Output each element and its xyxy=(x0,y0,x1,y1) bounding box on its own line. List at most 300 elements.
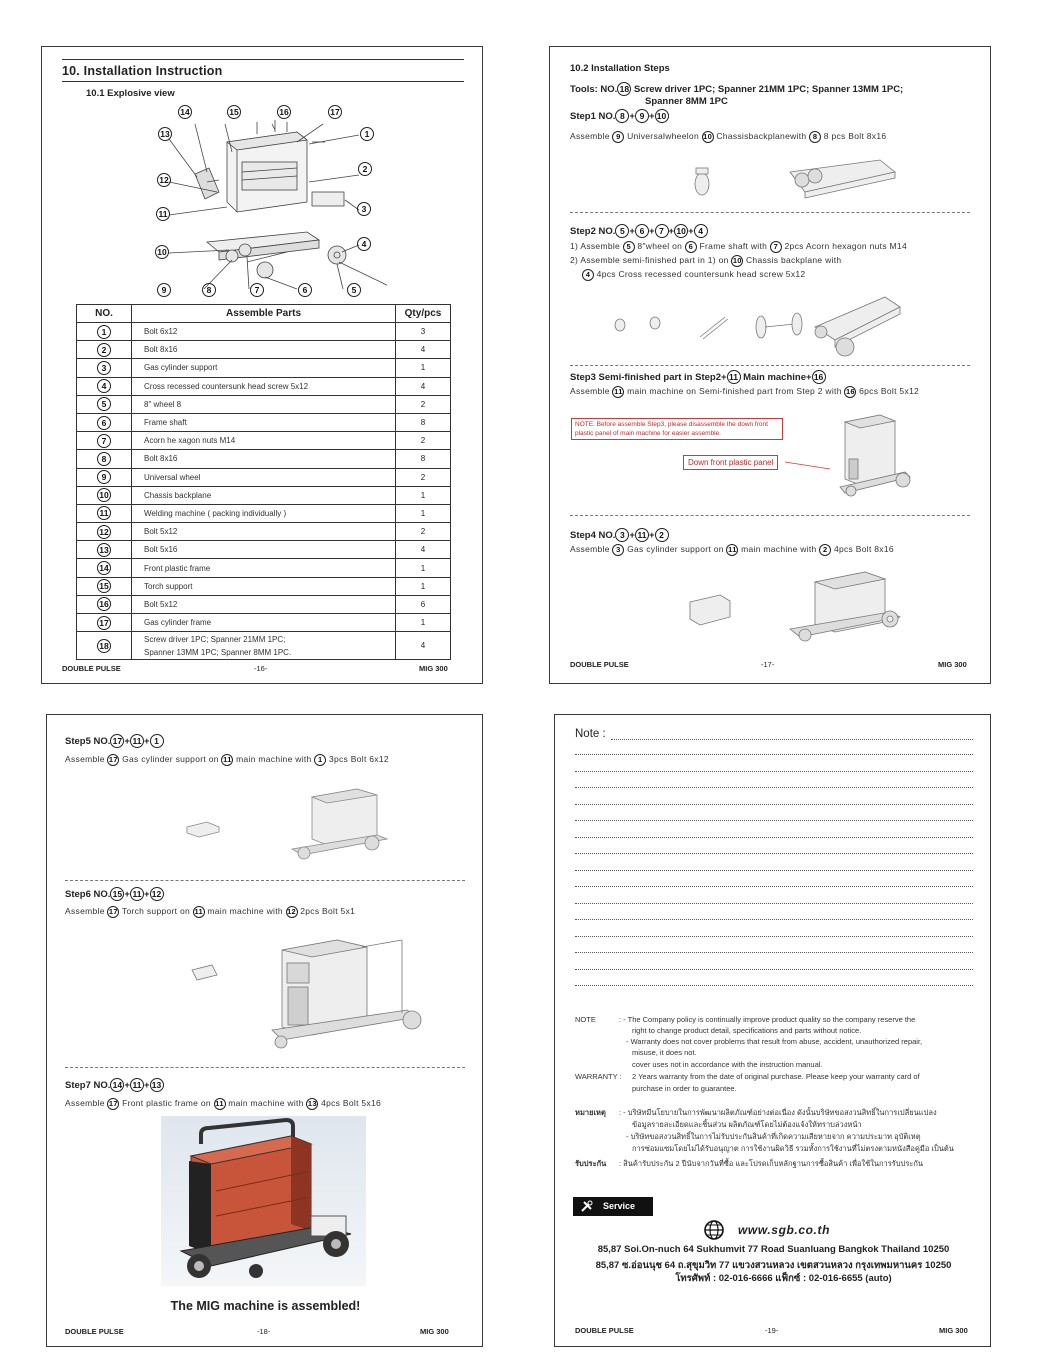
step6-num: 11 xyxy=(130,887,144,901)
address-en: 85,87 Soi.On-nuch 64 Sukhumvit 77 Road Suanluang Bangkok Thailand 10250 xyxy=(597,1244,950,1255)
step7-desc-num: 13 xyxy=(307,1099,317,1108)
step1-desc-num: 8 xyxy=(809,131,821,143)
step2-line3 xyxy=(582,269,805,281)
step3-note-box: NOTE. Before assemble Step3, please disassemble the down front plastic panel of main machine for easier assemble. xyxy=(571,418,783,440)
footer-brand: DOUBLE PULSE xyxy=(65,1327,124,1336)
step4-description xyxy=(570,544,894,556)
callout-5: 5 xyxy=(347,283,361,297)
quantity: 4 xyxy=(396,632,451,660)
step6-text: 2pcs Bolt 5x1 xyxy=(300,906,356,916)
footer-page-number: -17- xyxy=(761,660,775,669)
callout-7: 7 xyxy=(250,283,264,297)
step3-illustration xyxy=(785,407,985,497)
section-subheading: 10.1 Explosive view xyxy=(86,88,175,99)
website-link[interactable]: www.sgb.co.th xyxy=(738,1223,831,1237)
step3-num: 16 xyxy=(812,370,826,384)
quantity: 1 xyxy=(396,614,451,632)
row-number-cell xyxy=(77,341,132,359)
step1-title: Step1 NO. 8 + 9 + 10 xyxy=(570,109,669,123)
row-number: 3 xyxy=(97,361,111,375)
footer-model: MIG 300 xyxy=(419,664,448,673)
thai-warranty-label: รับประกัน xyxy=(575,1159,607,1168)
row-number: 8 xyxy=(97,452,111,466)
callout-10: 10 xyxy=(155,245,169,259)
step2-desc-num: 6 xyxy=(685,241,697,253)
part-name-continued: Spanner 13MM 1PC; Spanner 8MM 1PC. xyxy=(144,647,292,657)
callout-15: 15 xyxy=(227,105,241,119)
step1-desc-d: 8 pcs Bolt 8x16 xyxy=(823,131,887,141)
part-name-cell xyxy=(132,595,396,613)
part-name-cell xyxy=(132,450,396,468)
step3-label: Step3 Semi-finished part in Step2+ xyxy=(570,372,727,383)
quantity: 2 xyxy=(396,523,451,541)
warranty-line-1: 2 Years warranty from the date of original purchase. Please keep your warranty card of xyxy=(632,1072,920,1081)
step2-text: 2) Assemble semi-finished part in 1) on xyxy=(570,255,729,265)
quantity: 8 xyxy=(396,450,451,468)
header-qty: Qty/pcs xyxy=(396,305,451,323)
step5-text: main machine with xyxy=(236,754,312,764)
quantity: 4 xyxy=(396,541,451,559)
quantity: 1 xyxy=(396,486,451,504)
table-row xyxy=(77,595,451,613)
table-row xyxy=(77,504,451,522)
note-line xyxy=(575,804,973,805)
note-line-1: : - The Company policy is continually improve product quality so the company reserve the xyxy=(619,1015,916,1024)
table-row xyxy=(77,486,451,504)
note-line xyxy=(575,771,973,772)
callout-8: 8 xyxy=(202,283,216,297)
step3-desc-num: 16 xyxy=(845,387,855,396)
callout-2: 2 xyxy=(358,162,372,176)
part-name: Gas cylinder support xyxy=(144,363,218,373)
step3-text: Assemble xyxy=(570,386,610,396)
callout-17: 17 xyxy=(328,105,342,119)
step4-label: Step4 NO. xyxy=(570,530,616,541)
step2-desc-num: 7 xyxy=(770,241,782,253)
step2-num: 7 xyxy=(655,224,669,238)
step7-text: main machine with xyxy=(228,1098,304,1108)
note-line xyxy=(575,936,973,937)
table-row xyxy=(77,523,451,541)
row-number: 9 xyxy=(97,470,111,484)
part-name-cell xyxy=(132,523,396,541)
step6-title: Step6 NO. 15 + 11 + 12 xyxy=(65,887,164,901)
row-number: 1 xyxy=(97,325,111,339)
page-17 xyxy=(549,46,991,684)
note-label-en: NOTE xyxy=(575,1015,596,1024)
table-row xyxy=(77,577,451,595)
row-number-cell xyxy=(77,632,132,660)
part-name-cell xyxy=(132,341,396,359)
footer-model: MIG 300 xyxy=(938,660,967,669)
row-number-cell xyxy=(77,413,132,431)
step-divider xyxy=(65,880,465,881)
part-name: Gas cylinder frame xyxy=(144,618,212,628)
row-number-cell xyxy=(77,359,132,377)
step5-description xyxy=(65,754,389,766)
row-number: 5 xyxy=(97,397,111,411)
quantity: 3 xyxy=(396,323,451,341)
page-16 xyxy=(41,46,483,684)
quantity: 1 xyxy=(396,359,451,377)
row-number: 6 xyxy=(97,416,111,430)
step3-text: 6pcs Bolt 5x12 xyxy=(859,386,920,396)
callout-13: 13 xyxy=(158,127,172,141)
step6-description xyxy=(65,906,355,918)
part-name: Bolt 5x12 xyxy=(144,527,178,537)
part-name: Screw driver 1PC; Spanner 21MM 1PC; xyxy=(144,634,286,644)
note-line xyxy=(575,919,973,920)
row-number: 18 xyxy=(97,639,111,653)
step-divider xyxy=(570,365,970,366)
footer-page-number: -16- xyxy=(254,664,268,673)
table-row xyxy=(77,450,451,468)
step5-num: 1 xyxy=(150,734,164,748)
row-number: 10 xyxy=(97,488,111,502)
row-number: 12 xyxy=(97,525,111,539)
exploded-view-diagram xyxy=(147,102,387,297)
step4-num: 3 xyxy=(615,528,629,542)
row-number-cell xyxy=(77,395,132,413)
row-number-cell xyxy=(77,450,132,468)
note-line xyxy=(575,985,973,986)
step2-text: Frame shaft with xyxy=(699,241,768,251)
note-line-2: right to change product detail, specifications and parts without notice. xyxy=(632,1026,862,1035)
note-line xyxy=(575,787,973,788)
row-number: 14 xyxy=(97,561,111,575)
step1-desc-num: 9 xyxy=(612,131,624,143)
footer-page-number: -19- xyxy=(765,1326,779,1335)
step2-desc-num: 10 xyxy=(732,256,742,265)
part-name: Bolt 5x16 xyxy=(144,545,178,555)
heading-rule-bottom xyxy=(62,81,464,82)
part-name: Bolt 5x12 xyxy=(144,599,178,609)
part-name-cell xyxy=(132,413,396,431)
callout-11: 11 xyxy=(156,207,170,221)
table-row xyxy=(77,632,451,660)
warranty-line-2: purchase in order to guarantee. xyxy=(632,1084,737,1093)
thai-note-line-3: - บริษัทขอสงวนสิทธิ์ในการไม่รับประกันสินค้าที่เกิดความเสียหายจาก ความประมาท อุบัติเหตุ xyxy=(626,1132,921,1141)
footer-brand: DOUBLE PULSE xyxy=(570,660,629,669)
row-number: 7 xyxy=(97,434,111,448)
part-name: Bolt 8x16 xyxy=(144,454,178,464)
part-name-cell xyxy=(132,359,396,377)
quantity: 6 xyxy=(396,595,451,613)
step3-num: 11 xyxy=(727,370,741,384)
callout-1: 1 xyxy=(360,127,374,141)
table-row xyxy=(77,614,451,632)
note-line xyxy=(611,739,973,740)
table-row xyxy=(77,432,451,450)
thai-note-line-4: การซ่อมแซมโดยไม่ได้รับอนุญาต การใช้งานผิดวิธี รวมทั้งการใช้งานที่ไม่ตรงตามหนังสือคู่มือ เป็นต้น xyxy=(632,1144,954,1153)
table-row xyxy=(77,395,451,413)
part-name-cell xyxy=(132,377,396,395)
step1-desc-num: 10 xyxy=(703,132,713,141)
step5-text: Assemble xyxy=(65,754,105,764)
step3-title xyxy=(570,370,826,384)
step2-line2 xyxy=(570,255,841,267)
step1-desc-b: Universalwheelon xyxy=(627,131,699,141)
quantity: 1 xyxy=(396,577,451,595)
step7-num: 13 xyxy=(150,1078,164,1092)
tools-num: 18 xyxy=(617,82,631,96)
row-number-cell xyxy=(77,559,132,577)
part-name-cell xyxy=(132,577,396,595)
note-line-3: - Warranty does not cover problems that result from abuse, accident, unauthorized repair, xyxy=(626,1037,923,1046)
row-number: 16 xyxy=(97,597,111,611)
step2-num: 10 xyxy=(674,224,688,238)
part-name: Bolt 6x12 xyxy=(144,327,178,337)
part-name-cell xyxy=(132,614,396,632)
step4-num: 11 xyxy=(635,528,649,542)
table-row xyxy=(77,323,451,341)
warranty-label: WARRANTY : xyxy=(575,1072,622,1081)
step1-desc-c: Chassisbackplanewith xyxy=(716,131,807,141)
part-name: Torch support xyxy=(144,581,193,591)
step2-label: Step2 NO. xyxy=(570,226,616,237)
step1-num: 8 xyxy=(615,109,629,123)
step6-desc-num: 12 xyxy=(287,907,297,916)
step1-description xyxy=(570,131,886,143)
table-row xyxy=(77,413,451,431)
step7-desc-num: 17 xyxy=(108,1099,118,1108)
section-heading: 10.2 Installation Steps xyxy=(570,63,670,74)
service-badge xyxy=(573,1197,653,1216)
thai-note-label: หมายเหตุ xyxy=(575,1108,606,1117)
step6-num: 12 xyxy=(150,887,164,901)
step5-label: Step5 NO. xyxy=(65,736,111,747)
thai-note-line-2: ข้อมูลรายละเอียดและชิ้นส่วน ผลิตภัณฑ์โดยไม่ต้องแจ้งให้ทราบล่วงหน้า xyxy=(632,1120,862,1129)
parts-table xyxy=(76,304,451,660)
part-name: Chassis backplane xyxy=(144,490,212,500)
step7-text: 4pcs Bolt 5x16 xyxy=(321,1098,382,1108)
quantity: 2 xyxy=(396,395,451,413)
step1-label: Step1 NO. xyxy=(570,111,616,122)
step1-num: 9 xyxy=(635,109,649,123)
step2-desc-num: 4 xyxy=(582,269,594,281)
header-no: NO. xyxy=(77,305,132,323)
step4-desc-num: 3 xyxy=(612,544,624,556)
callout-9: 9 xyxy=(157,283,171,297)
service-label: Service xyxy=(603,1201,636,1211)
callout-16: 16 xyxy=(277,105,291,119)
quantity: 4 xyxy=(396,377,451,395)
step4-text: Gas cylinder support on xyxy=(627,544,724,554)
tools-text: Screw driver 1PC; Spanner 21MM 1PC; Spanner 13MM 1PC; xyxy=(633,84,904,95)
step5-title: Step5 NO. 17 + 11 + 1 xyxy=(65,734,164,748)
step-divider xyxy=(65,1067,465,1068)
row-number-cell xyxy=(77,504,132,522)
step1-desc-a: Assemble xyxy=(570,131,610,141)
page-19 xyxy=(554,714,991,1347)
tools-icon xyxy=(580,1200,593,1213)
step2-text: 4pcs Cross recessed countersunk head screw 5x12 xyxy=(596,269,806,279)
step4-text: 4pcs Bolt 8x16 xyxy=(833,544,894,554)
row-number-cell xyxy=(77,541,132,559)
footer-model: MIG 300 xyxy=(939,1326,968,1335)
page-heading: 10. Installation Instruction xyxy=(62,64,223,78)
part-name: Bolt 8x16 xyxy=(144,345,178,355)
step2-illustration xyxy=(605,292,905,362)
part-name-cell xyxy=(132,468,396,486)
row-number-cell xyxy=(77,468,132,486)
step1-illustration xyxy=(680,152,920,207)
row-number-cell xyxy=(77,432,132,450)
step2-text: 1) Assemble xyxy=(570,241,621,251)
step6-text: main machine with xyxy=(207,906,283,916)
note-line xyxy=(575,837,973,838)
row-number: 2 xyxy=(97,343,111,357)
part-name-cell xyxy=(132,486,396,504)
step4-desc-num: 2 xyxy=(819,544,831,556)
step2-num: 5 xyxy=(615,224,629,238)
parts-table-header xyxy=(77,305,451,323)
step4-title: Step4 NO. 3 + 11 + 2 xyxy=(570,528,669,542)
step2-title: Step2 NO. 5 + 6 + 7 + 10 + 4 xyxy=(570,224,708,238)
part-name: Front plastic frame xyxy=(144,563,211,573)
quantity: 2 xyxy=(396,432,451,450)
callout-12: 12 xyxy=(157,173,171,187)
thai-warranty-line: : สินค้ารับประกัน 2 ปีนับจากวันที่ซื้อ และโปรดเก็บหลักฐานการซื้อสินค้า เพื่อใช้ในการรับประกัน xyxy=(619,1159,924,1168)
address-th: 85,87 ซ.อ่อนนุช 64 ถ.สุขุมวิท 77 แขวงสวนหลวง เขตสวนหลวง กรุงเทพมหานคร 10250 xyxy=(595,1260,952,1271)
part-name: Universal wheel xyxy=(144,472,201,482)
step4-text: main machine with xyxy=(741,544,817,554)
row-number: 4 xyxy=(97,379,111,393)
part-name-cell xyxy=(132,395,396,413)
step2-text: 2pcs Acorn hexagon nuts M14 xyxy=(784,241,907,251)
table-row xyxy=(77,541,451,559)
assembled-machine-render xyxy=(161,1116,366,1286)
quantity: 8 xyxy=(396,413,451,431)
step5-desc-num: 11 xyxy=(223,755,232,764)
step5-num: 11 xyxy=(130,734,144,748)
part-name-cell xyxy=(132,632,396,660)
note-label: Note : xyxy=(575,728,606,740)
step5-num: 17 xyxy=(110,734,124,748)
part-name-cell xyxy=(132,504,396,522)
note-line xyxy=(575,903,973,904)
table-row xyxy=(77,341,451,359)
step5-desc-num: 1 xyxy=(314,754,326,766)
page-18 xyxy=(46,714,483,1347)
row-number-cell xyxy=(77,577,132,595)
step4-num: 2 xyxy=(655,528,669,542)
part-name-cell xyxy=(132,541,396,559)
footer-brand: DOUBLE PULSE xyxy=(62,664,121,673)
phone-th: โทรศัพท์ : 02-016-6666 แฟ็กซ์ : 02-016-6655 (auto) xyxy=(675,1273,892,1284)
quantity: 2 xyxy=(396,468,451,486)
quantity: 1 xyxy=(396,559,451,577)
header-part: Assemble Parts xyxy=(132,305,396,323)
table-row xyxy=(77,468,451,486)
footer-model: MIG 300 xyxy=(420,1327,449,1336)
part-name-cell xyxy=(132,323,396,341)
part-name-cell xyxy=(132,432,396,450)
callout-3: 3 xyxy=(357,202,371,216)
step2-desc-num: 5 xyxy=(623,241,635,253)
footer-page-number: -18- xyxy=(257,1327,271,1336)
step3-text: main machine on Semi-finished part from Step 2 with xyxy=(627,386,842,396)
step5-text: Gas cylinder support on xyxy=(122,754,219,764)
step2-text: Chassis backplane with xyxy=(745,255,842,265)
part-name: 8" wheel 8 xyxy=(144,399,182,409)
step2-num: 4 xyxy=(694,224,708,238)
callout-4: 4 xyxy=(357,237,371,251)
step7-label: Step7 NO. xyxy=(65,1080,111,1091)
step6-illustration xyxy=(177,925,437,1055)
step5-text: 3pcs Bolt 6x12 xyxy=(328,754,389,764)
quantity: 4 xyxy=(396,341,451,359)
step6-text: Assemble xyxy=(65,906,105,916)
part-name: Acorn he xagon nuts M14 xyxy=(144,436,236,446)
note-line xyxy=(575,754,973,755)
tools-line xyxy=(570,82,903,96)
note-line xyxy=(575,969,973,970)
step3-desc-num: 11 xyxy=(614,387,623,396)
row-number-cell xyxy=(77,486,132,504)
part-name: Cross recessed countersunk head screw 5x12 xyxy=(144,381,309,391)
table-row xyxy=(77,359,451,377)
thai-note-line-1: : - บริษัทมีนโยบายในการพัฒนาผลิตภัณฑ์อย่างต่อเนื่อง ดังนั้นบริษัทขอสงวนสิทธิ์ในการเปลี่ยนแปลง xyxy=(619,1108,937,1117)
row-number-cell xyxy=(77,523,132,541)
part-name: Frame shaft xyxy=(144,418,187,428)
step-divider xyxy=(570,515,970,516)
step-divider xyxy=(570,212,970,213)
footer-brand: DOUBLE PULSE xyxy=(575,1326,634,1335)
step3-label-2: Main machine+ xyxy=(743,372,812,383)
row-number-cell xyxy=(77,323,132,341)
step2-text: 8"wheel on xyxy=(637,241,683,251)
table-row xyxy=(77,377,451,395)
step2-num: 6 xyxy=(635,224,649,238)
row-number: 17 xyxy=(97,616,111,630)
quantity: 1 xyxy=(396,504,451,522)
step4-illustration xyxy=(680,567,960,647)
step2-line1 xyxy=(570,241,907,253)
note-line-5: cover uses not in accordance with the instruction manual. xyxy=(632,1060,823,1069)
heading-rule-top xyxy=(62,59,464,60)
step7-num: 14 xyxy=(110,1078,124,1092)
step7-text: Front plastic frame on xyxy=(122,1098,211,1108)
step6-text: Torch support on xyxy=(121,906,191,916)
step5-desc-num: 17 xyxy=(108,755,118,764)
step1-num: 10 xyxy=(655,109,669,123)
part-name-cell xyxy=(132,559,396,577)
step6-num: 15 xyxy=(110,887,124,901)
note-line-4: misuse, it does not. xyxy=(632,1048,697,1057)
note-line xyxy=(575,820,973,821)
note-line xyxy=(575,870,973,871)
row-number-cell xyxy=(77,595,132,613)
step6-label: Step6 NO. xyxy=(65,889,111,900)
row-number: 13 xyxy=(97,543,111,557)
row-number-cell xyxy=(77,377,132,395)
callout-14: 14 xyxy=(178,105,192,119)
tools-text-2: Spanner 8MM 1PC xyxy=(645,96,728,107)
step3-callout-label: Down front plastic panel xyxy=(683,455,778,470)
callout-6: 6 xyxy=(298,283,312,297)
step7-desc-num: 11 xyxy=(215,1099,224,1108)
assembled-caption: The MIG machine is assembled! xyxy=(170,1299,361,1313)
part-name: Welding machine ( packing individually ) xyxy=(144,508,287,518)
step6-desc-num: 17 xyxy=(108,907,118,916)
step7-description xyxy=(65,1098,381,1110)
note-line xyxy=(575,952,973,953)
tools-label: Tools: NO. xyxy=(570,84,618,95)
step7-title: Step7 NO. 14 + 11 + 13 xyxy=(65,1078,164,1092)
step4-text: Assemble xyxy=(570,544,610,554)
row-number: 15 xyxy=(97,579,111,593)
